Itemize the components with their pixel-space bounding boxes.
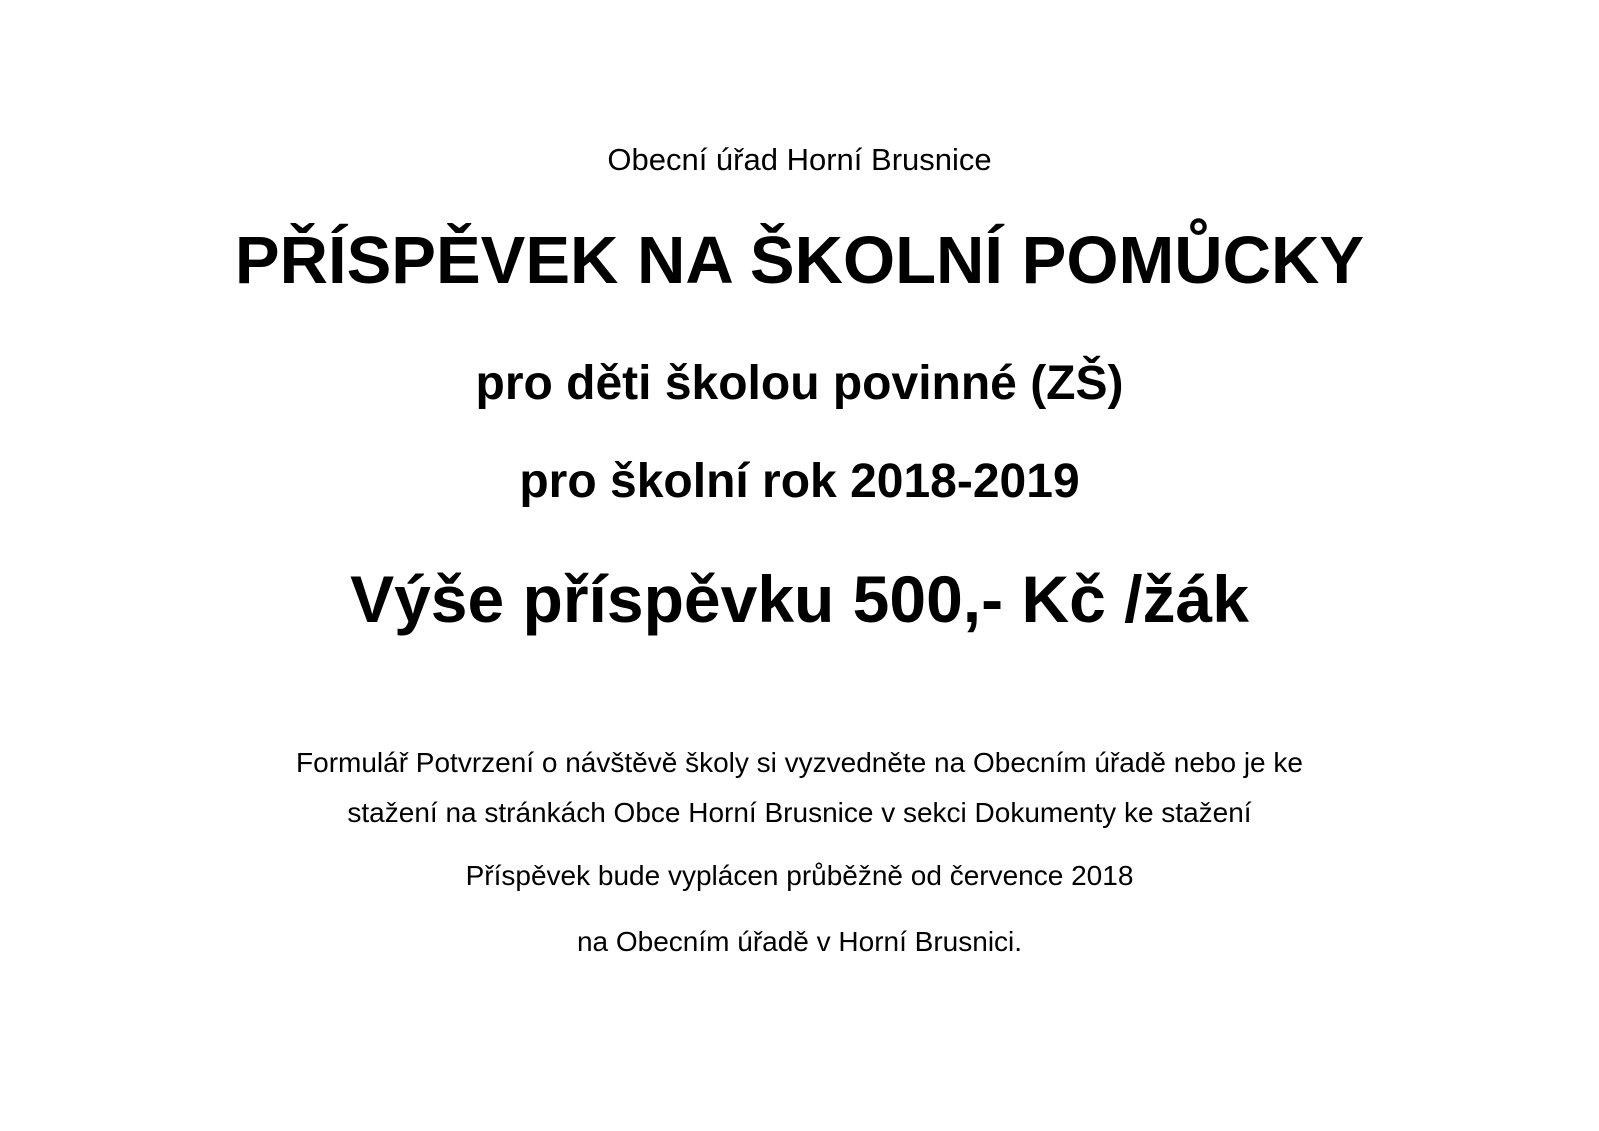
contribution-amount: Výše příspěvku 500,- Kč /žák	[350, 562, 1249, 636]
school-year: pro školní rok 2018-2019	[519, 455, 1080, 508]
office-name: Obecní úřad Horní Brusnice	[607, 142, 992, 177]
payment-place-text: na Obecním úřadě v Horní Brusnici.	[576, 926, 1023, 957]
subtitle: pro děti školou povinné (ZŠ)	[475, 357, 1124, 410]
payment-start-text: Příspěvek bude vyplácen průběžně od července 2018	[465, 860, 1134, 891]
info-text-line-1: Formulář Potvrzení o návštěvě školy si vyzvedněte na Obecním úřadě nebo je ke	[296, 747, 1303, 778]
info-text-line-2: stažení na stránkách Obce Horní Brusnice v sekci Dokumenty ke stažení	[347, 797, 1252, 828]
page-title: PŘÍSPĚVEK NA ŠKOLNÍ POMŮCKY	[234, 223, 1365, 298]
